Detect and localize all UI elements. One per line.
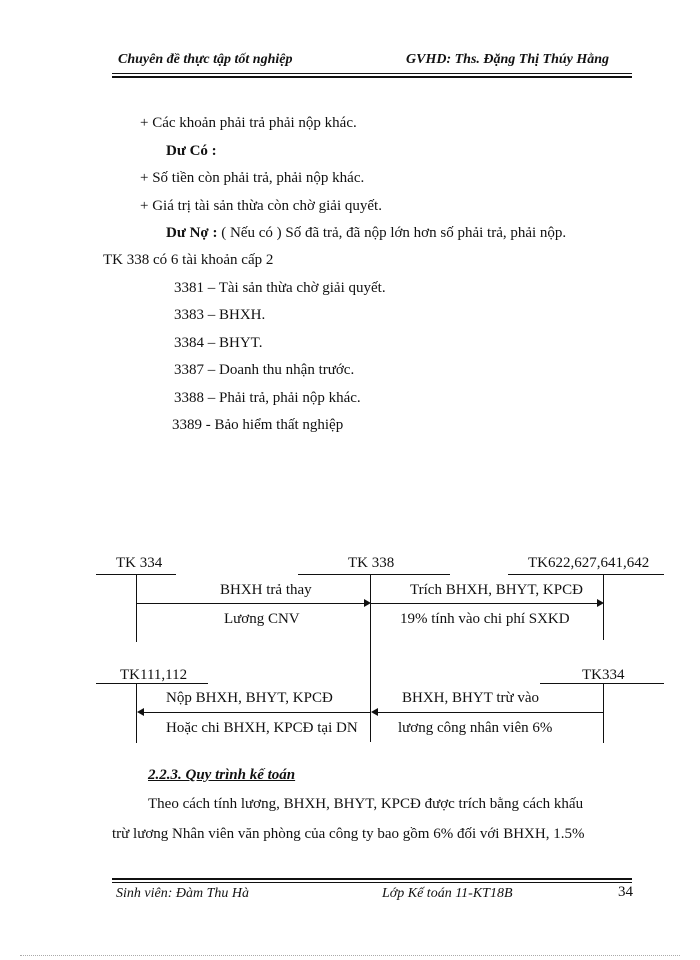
account-3389: 3389 - Bảo hiểm thất nghiệp bbox=[172, 417, 344, 433]
arrow-338-to-111 bbox=[144, 712, 370, 713]
section-para-1: Theo cách tính lương, BHXH, BHYT, KPCĐ được trích bằng cách khấu bbox=[148, 796, 584, 812]
body-line-1: + Các khoản phải trả phải nộp khác. bbox=[140, 115, 357, 131]
tk338-hline bbox=[298, 574, 450, 575]
footer-rule-2 bbox=[112, 882, 632, 883]
tk334-bottom-hline bbox=[540, 683, 664, 684]
tk334-top-vline bbox=[136, 574, 137, 642]
account-3384: 3384 – BHYT. bbox=[174, 335, 263, 351]
tinh-vao-cp: 19% tính vào chi phí SXKD bbox=[400, 611, 570, 627]
tk622-vline bbox=[603, 574, 604, 640]
arrow-334-bottom-to-338 bbox=[378, 712, 603, 713]
footer-rule bbox=[112, 878, 632, 880]
tk622-hline bbox=[508, 574, 664, 575]
arrow-338-to-622 bbox=[370, 603, 597, 604]
footer-left-text: Sinh viên: Đàm Thu Hà bbox=[116, 886, 249, 901]
arrowhead-338-111 bbox=[137, 708, 144, 716]
luong-cnv: Lương CNV bbox=[224, 611, 300, 627]
luong-cnv-6: lương công nhân viên 6% bbox=[398, 720, 553, 736]
du-no-line bbox=[166, 225, 566, 242]
header-rule-2 bbox=[112, 76, 632, 78]
tk111-hline bbox=[96, 683, 208, 684]
arrowhead-338-622 bbox=[597, 599, 604, 607]
account-3383: 3383 – BHXH. bbox=[174, 307, 266, 323]
bhxh-tra-thay: BHXH trả thay bbox=[220, 582, 312, 598]
account-3381: 3381 – Tài sản thừa chờ giải quyết. bbox=[174, 280, 386, 296]
tk111-112-label: TK111,112 bbox=[120, 667, 188, 683]
tk338-intro: TK 338 có 6 tài khoản cấp 2 bbox=[103, 252, 274, 268]
body-line-3: + Giá trị tài sản thừa còn chờ giải quyết. bbox=[140, 198, 382, 214]
trich-bhxh: Trích BHXH, BHYT, KPCĐ bbox=[410, 582, 583, 598]
page-bottom-dotted bbox=[20, 955, 680, 956]
account-3387: 3387 – Doanh thu nhận trước. bbox=[174, 362, 355, 378]
header-rule bbox=[112, 73, 632, 74]
page-number: 34 bbox=[618, 884, 633, 900]
du-no-label: Dư Nợ : bbox=[166, 225, 218, 241]
arrow-334-to-338 bbox=[136, 603, 364, 604]
tk334-bottom-label: TK334 bbox=[582, 667, 625, 683]
arrowhead-334-338-b bbox=[371, 708, 378, 716]
du-co-label: Dư Có : bbox=[166, 143, 217, 159]
hoac-chi: Hoặc chi BHXH, KPCĐ tại DN bbox=[166, 720, 358, 736]
section-heading: 2.2.3. Quy trình kế toán bbox=[148, 767, 296, 783]
section-para-2: trừ lương Nhân viên văn phòng của công ty bao gồm 6% đối với BHXH, 1.5% bbox=[112, 826, 585, 842]
header-right: GVHD: Ths. Đặng Thị Thúy Hằng bbox=[406, 52, 610, 67]
nop-bhxh: Nộp BHXH, BHYT, KPCĐ bbox=[166, 690, 333, 706]
account-3388: 3388 – Phải trả, phải nộp khác. bbox=[174, 390, 361, 406]
tk334-top-label: TK 334 bbox=[116, 555, 163, 571]
body-line-2: + Số tiền còn phải trả, phải nộp khác. bbox=[140, 170, 365, 186]
tk334-bottom-vline bbox=[603, 683, 604, 743]
tk622-label: TK622,627,641,642 bbox=[528, 555, 650, 571]
bhxh-bhyt-tru: BHXH, BHYT trừ vào bbox=[402, 690, 540, 706]
du-no-text: ( Nếu có ) Số đã trả, đã nộp lớn hơn số phải trả, phải nộp. bbox=[217, 225, 567, 241]
tk338-label: TK 338 bbox=[348, 555, 395, 571]
footer-center: Lớp Kế toán 11-KT18B bbox=[382, 886, 513, 901]
footer-left bbox=[116, 886, 249, 902]
header-left: Chuyên đề thực tập tốt nghiệp bbox=[118, 52, 293, 67]
